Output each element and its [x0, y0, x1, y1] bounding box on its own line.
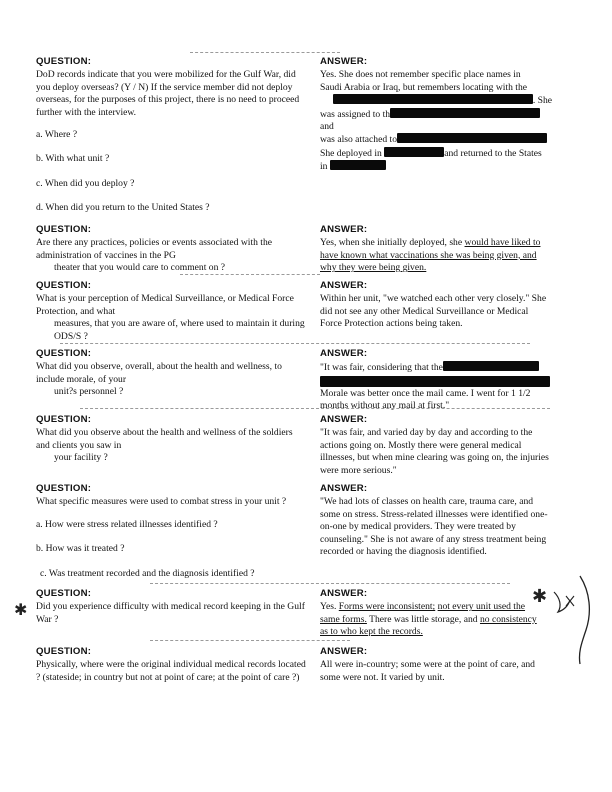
answer-cell: [320, 348, 552, 413]
answer-line: Yes. She does not remember specific place names in: [320, 69, 521, 81]
question-cell: [36, 414, 308, 465]
handwritten-star-icon: ✱: [532, 586, 548, 607]
question-line: What is your perception of Medical Surveillance, or Medical Force Protection, and what: [36, 293, 294, 317]
question-label: QUESTION:: [36, 588, 92, 599]
redaction-bar: [333, 94, 533, 104]
scan-dash-line: [150, 640, 350, 641]
handwritten-star-icon: ✱: [14, 600, 28, 619]
scan-dash-line: [150, 583, 510, 584]
answer-label: ANSWER:: [320, 588, 368, 599]
answer-label: ANSWER:: [320, 224, 368, 235]
answer-line: [320, 147, 552, 160]
handwritten-bracket-scribble: [520, 572, 600, 668]
question-cell: [36, 56, 308, 215]
underlined-text: have known what vaccinations she was being given, and: [320, 249, 537, 261]
answer-fragment: Yes.: [320, 601, 337, 613]
sub-question: b. How was it treated ?: [36, 543, 125, 555]
underlined-text: Forms were inconsistent;: [338, 601, 436, 613]
answer-line: [320, 133, 552, 146]
answer-label: ANSWER:: [320, 483, 368, 494]
answer-fragment: was also attached to: [320, 134, 397, 146]
answer-cell: [320, 588, 552, 639]
sub-questions: [36, 129, 308, 215]
question-cell: [36, 483, 308, 580]
answer-line: [320, 237, 552, 249]
sub-questions: [36, 519, 308, 580]
redaction-bar: [320, 376, 550, 387]
underlined-text: no consistency: [479, 613, 537, 625]
question-cell: [36, 588, 308, 626]
answer-line: [320, 160, 552, 173]
answer-fragment: "It was fair, considering that the: [320, 362, 443, 374]
question-label: QUESTION:: [36, 483, 92, 494]
question-line: unit?s personnel ?: [54, 386, 124, 398]
question-line: What did you observe about the health and wellness of the soldiers and clients you saw in: [36, 427, 293, 451]
redaction-bar: [390, 108, 540, 118]
underlined-text: would have liked to: [464, 237, 541, 249]
answer-text: All were in-country; some were at the point of care, and some were not. It varied by unit.: [320, 659, 535, 683]
answer-line: [320, 601, 552, 613]
underlined-text: same forms.: [320, 613, 367, 625]
redaction-line: [320, 375, 552, 388]
question-cell: [36, 224, 308, 275]
answer-fragment: . She: [532, 95, 552, 107]
question-line: What did you observe, overall, about the health and wellness, to include morale, of your: [36, 361, 282, 385]
scan-dash-line: [180, 274, 320, 275]
answer-fragment: She deployed in: [320, 147, 382, 159]
answer-label: ANSWER:: [320, 348, 368, 359]
answer-text: "We had lots of classes on health care, trauma care, and some on stress. Stress-related illnesses were identified one-on-one by medical providers. They were treated by counseling." She is not aware of any stress treatment being recorded or having the diagnosis identified.: [320, 496, 548, 558]
answer-cell: [320, 414, 552, 477]
question-text: Did you experience difficulty with medical record keeping in the Gulf War ?: [36, 601, 305, 625]
answer-label: ANSWER:: [320, 646, 368, 657]
question-label: QUESTION:: [36, 646, 92, 657]
underlined-text: why they were being given.: [320, 262, 427, 274]
question-label: QUESTION:: [36, 414, 92, 425]
scan-dash-line: [80, 408, 550, 409]
sub-question: a. How were stress related illnesses identified ?: [36, 518, 218, 530]
redaction-bar: [330, 160, 386, 170]
sub-question: c. Was treatment recorded and the diagnosis identified ?: [40, 567, 255, 579]
question-text: DoD records indicate that you were mobilized for the Gulf War, did you deploy overseas? (Y / N) If the service member did not deploy overseas, for the purposes of this project, there is no need to proceed further with the interview.: [36, 69, 300, 118]
answer-fragment: and: [320, 121, 334, 133]
answer-line: [320, 614, 552, 626]
answer-cell: [320, 224, 552, 275]
question-text: What specific measures were used to combat stress in your unit ?: [36, 496, 287, 508]
answer-cell: [320, 646, 552, 684]
question-line: measures, that you are aware of, where used to maintain it during ODS/S ?: [54, 318, 305, 342]
question-line: Are there any practices, policies or events associated with the: [36, 237, 273, 249]
answer-text: Within her unit, "we watched each other very closely." She did not see any other Medical Surveillance or Medical Force Protection actions being taken.: [320, 293, 547, 330]
answer-fragment: in: [320, 161, 328, 173]
question-label: QUESTION:: [36, 280, 92, 291]
answer-line: Saudi Arabia or Iraq, but remembers locating with the: [320, 81, 528, 93]
answer-fragment: and returned to the States: [444, 147, 542, 159]
answer-cell: [320, 56, 552, 174]
answer-cell: [320, 280, 552, 331]
redaction-bar: [397, 133, 547, 143]
answer-fragment: There was little storage, and: [369, 613, 478, 625]
question-label: QUESTION:: [36, 224, 92, 235]
question-cell: [36, 646, 308, 684]
answer-cell: [320, 483, 552, 558]
answer-label: ANSWER:: [320, 280, 368, 291]
question-line: administration of vaccines in the PG: [36, 249, 176, 261]
redaction-bar: [443, 361, 539, 371]
redaction-bar: [384, 147, 444, 157]
question-line: theater that you would care to comment on ?: [54, 262, 226, 274]
scan-dash-line: [60, 343, 530, 344]
sub-question: a. Where ?: [36, 129, 78, 141]
question-text: Physically, where were the original individual medical records located ? (stateside; in country but not at point of care; at the point of care ?): [36, 659, 306, 683]
question-cell: [36, 280, 308, 343]
scan-dash-line: [190, 52, 340, 53]
answer-fragment: Yes, when she initially deployed, she: [320, 237, 463, 249]
answer-label: ANSWER:: [320, 56, 368, 67]
answer-fragment: was assigned to th: [320, 108, 391, 120]
sub-question: d. When did you return to the United States ?: [36, 202, 210, 214]
sub-question: c. When did you deploy ?: [36, 177, 135, 189]
answer-text: "It was fair, and varied day by day and according to the actions going on. Mostly there were general medical illnesses, but when mine clearing was going on, the injuries were more serious.": [320, 427, 549, 476]
question-cell: [36, 348, 308, 399]
answer-line: months without any mail at first.": [320, 400, 450, 412]
question-label: QUESTION:: [36, 56, 92, 67]
question-label: QUESTION:: [36, 348, 92, 359]
underlined-text: as to who kept the records.: [320, 626, 423, 638]
answer-line: [320, 361, 552, 374]
answer-line: [320, 94, 552, 107]
sub-question: b. With what unit ?: [36, 153, 110, 165]
answer-label: ANSWER:: [320, 414, 368, 425]
underlined-text: not every unit used the: [437, 601, 526, 613]
answer-line: [320, 108, 552, 134]
question-line: your facility ?: [54, 452, 108, 464]
answer-line: Morale was better once the mail came. I went for 1 1/2: [320, 387, 531, 399]
